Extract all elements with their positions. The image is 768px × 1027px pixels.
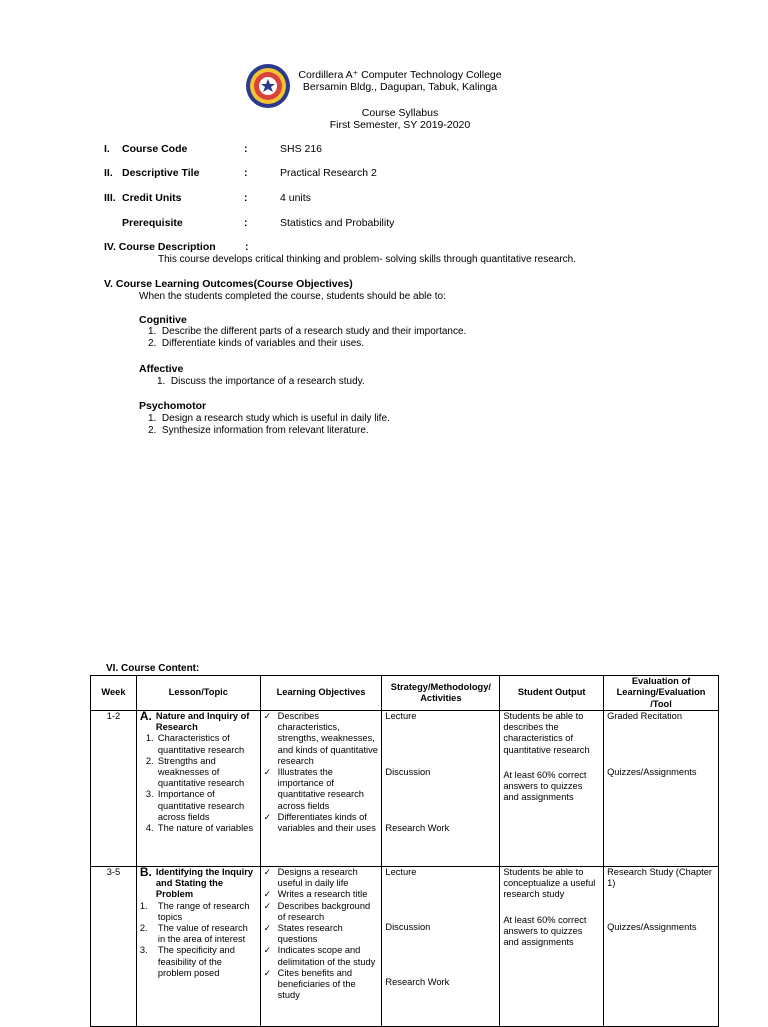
list-item: 2. Differentiate kinds of variables and their uses. bbox=[148, 338, 365, 349]
list-item: 1. Describe the different parts of a research study and their importance. bbox=[148, 326, 467, 337]
list-item: 1. Discuss the importance of a research study. bbox=[157, 376, 365, 387]
evaluation-cell: Graded Recitation Quizzes/Assignments bbox=[604, 711, 719, 867]
week-cell: 1-2 bbox=[91, 711, 137, 867]
document-title: Course Syllabus bbox=[361, 107, 439, 119]
check-icon: ✓ bbox=[263, 923, 272, 934]
check-icon: ✓ bbox=[263, 967, 272, 978]
affective-title: Affective bbox=[139, 363, 184, 375]
description-text: This course develops critical thinking and problem- solving skills through quantitative research. bbox=[158, 254, 576, 265]
output-cell: Students be able to conceptualize a useful research study At least 60% correct answers to quizzes and assignments bbox=[500, 867, 604, 1027]
info-colon: : bbox=[244, 192, 248, 204]
column-header: Lesson/Topic bbox=[136, 676, 260, 711]
column-header: Week bbox=[91, 676, 137, 711]
check-icon: ✓ bbox=[263, 767, 272, 778]
school-name: Cordillera A⁺ Computer Technology College bbox=[298, 69, 502, 81]
objectives-cell: ✓ Designs a research useful in daily life ✓ Writes a research title ✓ Describes background of research ✓ States research questions ✓ Indicates scope and delimitation of the study ✓ Cites benefits and beneficiaries of the study bbox=[260, 867, 382, 1027]
list-item: 1. Design a research study which is useful in daily life. bbox=[148, 413, 390, 424]
cognitive-title: Cognitive bbox=[139, 314, 187, 326]
psychomotor-title: Psychomotor bbox=[139, 400, 207, 412]
check-icon: ✓ bbox=[263, 811, 272, 822]
evaluation-cell: Research Study (Chapter 1) Quizzes/Assignments bbox=[604, 867, 719, 1027]
column-header: Student Output bbox=[500, 676, 604, 711]
strategy-cell: Lecture Discussion Research Work bbox=[382, 711, 500, 867]
check-icon: ✓ bbox=[263, 900, 272, 911]
info-colon: : bbox=[244, 167, 248, 179]
info-value: 4 units bbox=[280, 192, 311, 204]
info-value: SHS 216 bbox=[280, 143, 323, 155]
check-icon: ✓ bbox=[263, 711, 272, 721]
info-num: II. bbox=[104, 167, 113, 179]
school-address: Bersamin Bldg., Dagupan, Tabuk, Kalinga bbox=[302, 81, 498, 93]
content-heading: VI. Course Content: bbox=[106, 663, 200, 674]
description-heading: IV. Course Description bbox=[104, 241, 216, 253]
info-colon: : bbox=[244, 217, 248, 229]
info-value: Practical Research 2 bbox=[280, 167, 377, 179]
info-label: Credit Units bbox=[122, 192, 182, 204]
outcomes-heading: V. Course Learning Outcomes(Course Objectives) bbox=[104, 278, 353, 290]
lesson-cell: B. Identifying the Inquiry and Stating the Problem 1. The range of research topics 2. The value of research in the area of interest 3. The specificity and feasibility of the problem posed bbox=[136, 867, 260, 1027]
strategy-cell: Lecture Discussion Research Work bbox=[382, 867, 500, 1027]
info-label: Course Code bbox=[122, 143, 188, 155]
column-header: Evaluation of Learning/Evaluation /Tool bbox=[604, 676, 719, 711]
info-num: III. bbox=[104, 192, 116, 204]
table-row bbox=[91, 711, 719, 867]
info-label: Descriptive Tile bbox=[122, 167, 200, 179]
check-icon: ✓ bbox=[263, 889, 272, 900]
list-item: 2. Synthesize information from relevant literature. bbox=[148, 425, 369, 436]
info-num: I. bbox=[104, 143, 110, 155]
column-header: Strategy/Methodology/ Activities bbox=[382, 676, 500, 711]
check-icon: ✓ bbox=[263, 867, 272, 877]
lesson-cell: A. Nature and Inquiry of Research 1. Characteristics of quantitative research 2. Strengths and weaknesses of quantitative research 3. Importance of quantitative research across fields 4. The nature of variables bbox=[136, 711, 260, 867]
description-colon: : bbox=[245, 241, 249, 253]
semester-term: First Semester, SY 2019-2020 bbox=[329, 119, 471, 131]
course-content-table bbox=[90, 675, 719, 1027]
week-cell: 3-5 bbox=[91, 867, 137, 1027]
info-value: Statistics and Probability bbox=[280, 217, 395, 229]
outcomes-intro: When the students completed the course, students should be able to: bbox=[139, 291, 446, 302]
table-row bbox=[91, 867, 719, 1027]
info-colon: : bbox=[244, 143, 248, 155]
info-label: Prerequisite bbox=[122, 217, 183, 229]
column-header: Learning Objectives bbox=[260, 676, 382, 711]
output-cell: Students be able to describes the characteristics of quantitative research At least 60% correct answers to quizzes and assignments bbox=[500, 711, 604, 867]
table-header-row bbox=[91, 676, 719, 711]
check-icon: ✓ bbox=[263, 945, 272, 956]
objectives-cell: ✓ Describes characteristics, strengths, weaknesses, and kinds of quantitative research ✓ Illustrates the importance of quantitative research across fields ✓ Differentiates kinds of variables and their uses bbox=[260, 711, 382, 867]
